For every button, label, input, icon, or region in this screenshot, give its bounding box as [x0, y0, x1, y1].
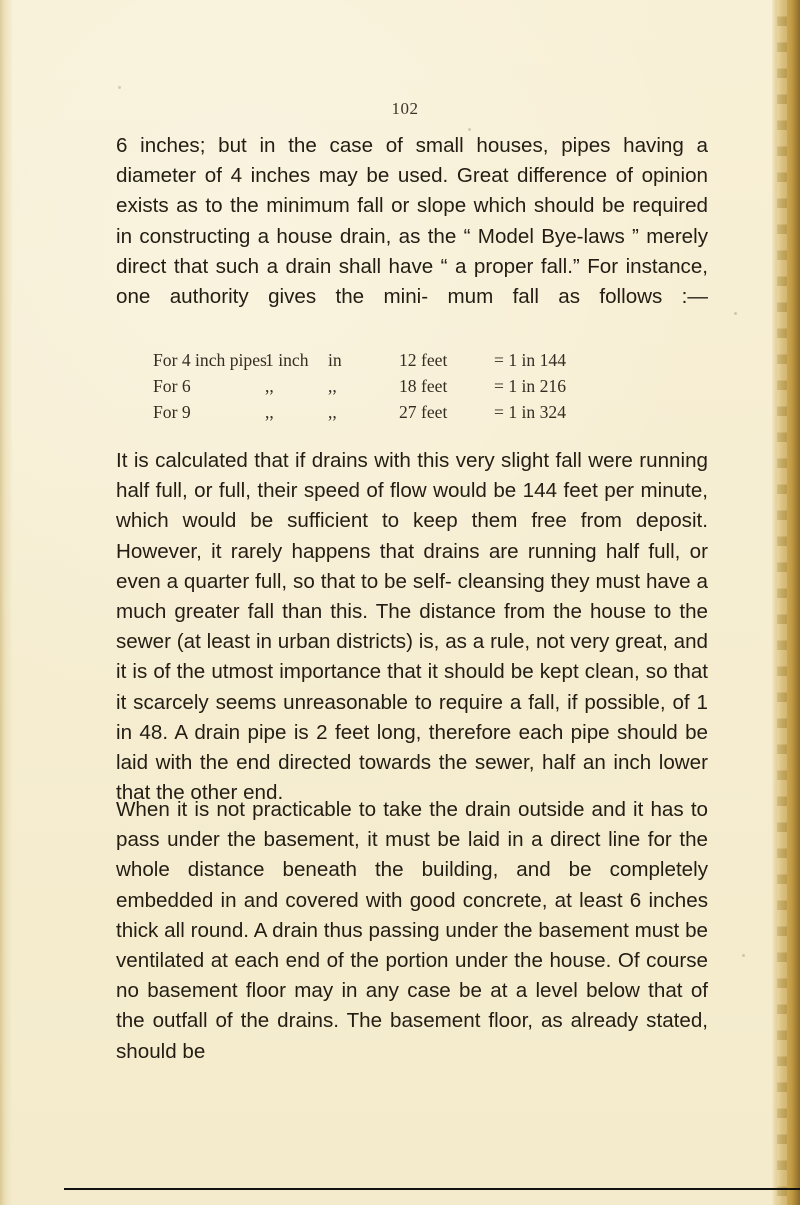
- fall-table-cell-in: ,,: [328, 402, 337, 422]
- fall-table-cell-distance: 18 feet: [399, 376, 448, 396]
- fall-table-row: [153, 399, 583, 425]
- fall-table-cell-ratio: = 1 in 216: [494, 376, 566, 396]
- paragraph-drain-flow: It is calculated that if drains with this very slight fall were running half full, or full, their speed of flow would be 144 feet per minute, which would be sufficient to keep them free from deposit. However, it rarely happens that drains are running half full, or even a quarter full, so that to be self- cleansing they must have a much greater fall than this. The distance from the house to the sewer (at least in urban districts) is, as a rule, not very great, and it is of the utmost importance that it should be kept clean, so that it scarcely seems unreasonable to require a fall, if possible, of 1 in 48. A drain pipe is 2 feet long, therefore each pipe should be laid with the end directed towards the sewer, half an inch lower that the other end.: [116, 449, 708, 805]
- ink-speck: [742, 954, 745, 957]
- fall-table-cell-label: For 9: [153, 402, 191, 422]
- bottom-rule: [64, 1188, 800, 1190]
- fall-table-row: [153, 347, 583, 373]
- fall-table-cell-in: in: [328, 350, 342, 370]
- fall-table: [153, 347, 583, 425]
- fall-table-cell-label: For 4 inch pipes: [153, 350, 267, 370]
- fall-table-row: [153, 373, 583, 399]
- fall-table-cell-label: For 6: [153, 376, 191, 396]
- fall-table-cell-distance: 27 feet: [399, 402, 448, 422]
- paragraph-basement-drain: When it is not practicable to take the drain outside and it has to pass under the basement, it must be laid in a direct line for the whole distance beneath the building, and be completely embedded in and covered with good concrete, at least 6 inches thick all round. A drain thus passing under the basement must be ventilated at each end of the portion under the house. Of course no basement floor may in any case be at a level below that of the outfall of the drains. The basement floor, as already stated, should be: [116, 798, 708, 1063]
- fall-table-cell-rise: 1 inch: [265, 350, 309, 370]
- left-gutter-shadow: [0, 0, 12, 1205]
- page-number: 102: [391, 99, 419, 118]
- fall-table-cell-ratio: = 1 in 144: [494, 350, 566, 370]
- fall-table-cell-rise: ,,: [265, 402, 274, 422]
- ink-speck: [468, 128, 471, 131]
- fall-table-cell-rise: ,,: [265, 376, 274, 396]
- fall-table-cell-distance: 12 feet: [399, 350, 448, 370]
- ink-speck: [734, 312, 737, 315]
- ink-speck: [118, 86, 121, 89]
- fall-table-cell-ratio: = 1 in 324: [494, 402, 566, 422]
- fall-table-cell-in: ,,: [328, 376, 337, 396]
- paragraph-drain-diameter: 6 inches; but in the case of small houses, pipes having a diameter of 4 inches may be used. Great difference of opinion exists as to the minimum fall or slope which should be required in constructing a house drain, as the “ Model Bye-laws ” merely direct that such a drain shall have “ a proper fall.” For instance, one authority gives the mini- mum fall as follows :—: [116, 134, 708, 309]
- page-edge-strip: [772, 0, 800, 1205]
